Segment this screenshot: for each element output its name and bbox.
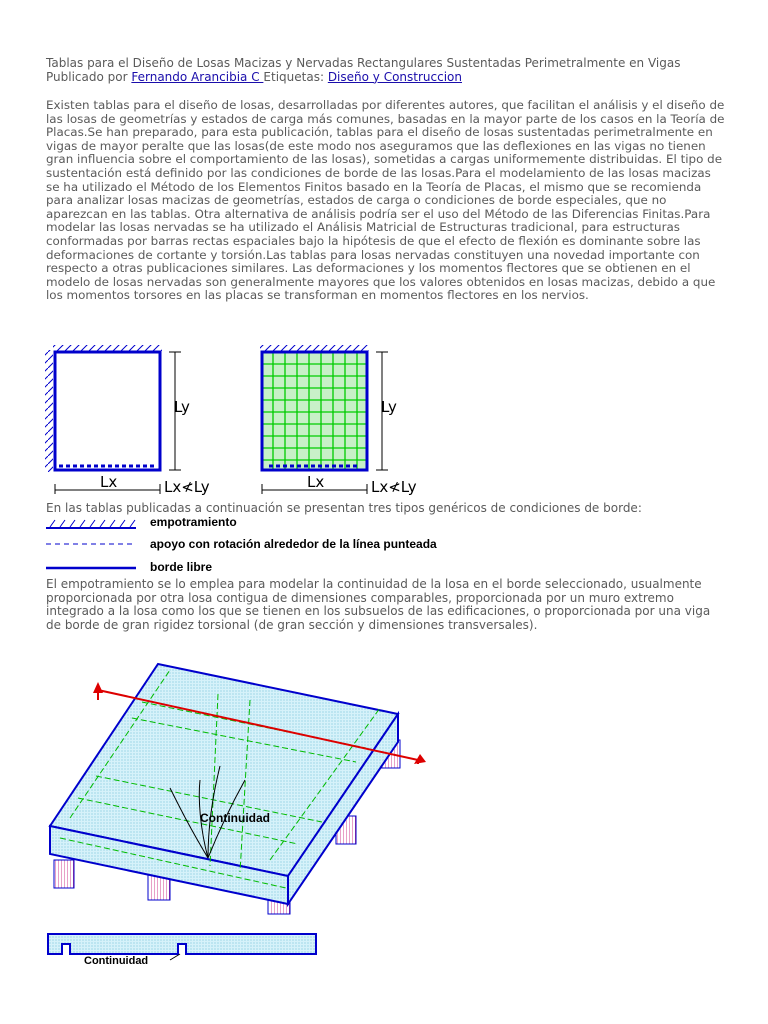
empotramiento-label: empotramiento <box>150 515 237 529</box>
ribbed-slab-diagram <box>260 345 369 470</box>
apoyo-label: apoyo con rotación alrededor de la línea punteada <box>150 537 437 551</box>
lx-label-left: Lx <box>100 473 118 491</box>
labels-prefix: Etiquetas: <box>263 69 328 84</box>
author-link[interactable]: Fernando Arancibia C <box>131 69 264 84</box>
post-meta <box>46 71 726 85</box>
post-header <box>46 57 726 84</box>
continuity-3d-diagram <box>40 648 440 978</box>
continuity-section <box>48 934 316 967</box>
published-prefix: Publicado por <box>46 69 132 84</box>
slab-boundary-diagrams <box>40 344 440 502</box>
continuidad-section-label: Continuidad <box>84 955 149 967</box>
post-title: Tablas para el Diseño de Losas Macizas y Nervadas Rectangulares Sustentadas Perimetralmente en Vigas <box>46 56 681 70</box>
ly-label-right: Ly <box>381 398 397 416</box>
ly-label-left: Ly <box>174 398 190 416</box>
lx-label-right: Lx <box>307 473 325 491</box>
empotramiento-symbol-icon <box>46 517 138 531</box>
borde-libre-label: borde libre <box>150 560 213 574</box>
intro-paragraph: Existen tablas para el diseño de losas, desarrolladas por diferentes autores, que facilitan el análisis y el diseño de las losas de geometrías y estados de carga más comunes, basadas en la mayor parte de los casos en la Teoría de Placas.Se han preparado, para esta publicación, tablas para el diseño de losas sustentadas perimetralmente en vigas de mayor peralte que las losas(de este modo nos aseguramos que las deflexiones en las vigas no tienen gran influencia sobre el comportamiento de las losas), sometidas a cargas uniformemente distribuidas. El tipo de sustentación está definido por las condiciones de borde de las losas.Para el modelamiento de las losas macizas se ha utilizado el Método de los Elementos Finitos basado en la Teoría de Placas, el mismo que se recomienda para analizar losas macizas de geometrías, estados de carga o condiciones de borde especiales, que no aparezcan en las tablas. Otra alternativa de análisis podría ser el uso del Método de las Diferencias Finitas.Para modelar las losas nervadas se ha utilizado el Análisis Matricial de Estructuras tradicional, para estructuras conformadas por barras rectas espaciales bajo la hipótesis de que el efecto de flexión es dominante sobre las deformaciones de cortante y torsión.Las tablas para losas nervadas constituyen una novedad importante con respecto a otras publicaciones similares. Las deformaciones y los momentos flectores que se obtienen en el modelo de losas nervadas son generalmente mayores que los valores obtenidos en losas macizas, debido a que los momentos torsores en las placas se transforman en momentos flectores en los nervios. <box>46 98 725 303</box>
empotramiento-paragraph: El empotramiento se lo emplea para modelar la continuidad de la losa en el borde seleccionado, usualmente proporcionada por otra losa contigua de dimensiones comparables, proporcionada por un muro extremo integrado a la losa como los que se tienen en los subsuelos de las edificaciones, o proporcionada por una viga de borde de gran rigidez torsional (de gran sección y dimensiones transversales). <box>46 577 711 632</box>
relation-label-left: Lx≮Ly <box>164 478 210 496</box>
label-link[interactable]: Diseño y Construccion <box>327 69 462 84</box>
borde-libre-symbol-icon <box>46 562 138 572</box>
solid-slab-diagram <box>45 345 162 472</box>
continuidad-label: Continuidad <box>200 811 270 825</box>
apoyo-symbol-icon <box>46 539 138 549</box>
borde-intro-text: En las tablas publicadas a continuación se presentan tres tipos genéricos de condiciones de borde: <box>46 501 642 515</box>
relation-label-right: Lx≮Ly <box>371 478 417 496</box>
